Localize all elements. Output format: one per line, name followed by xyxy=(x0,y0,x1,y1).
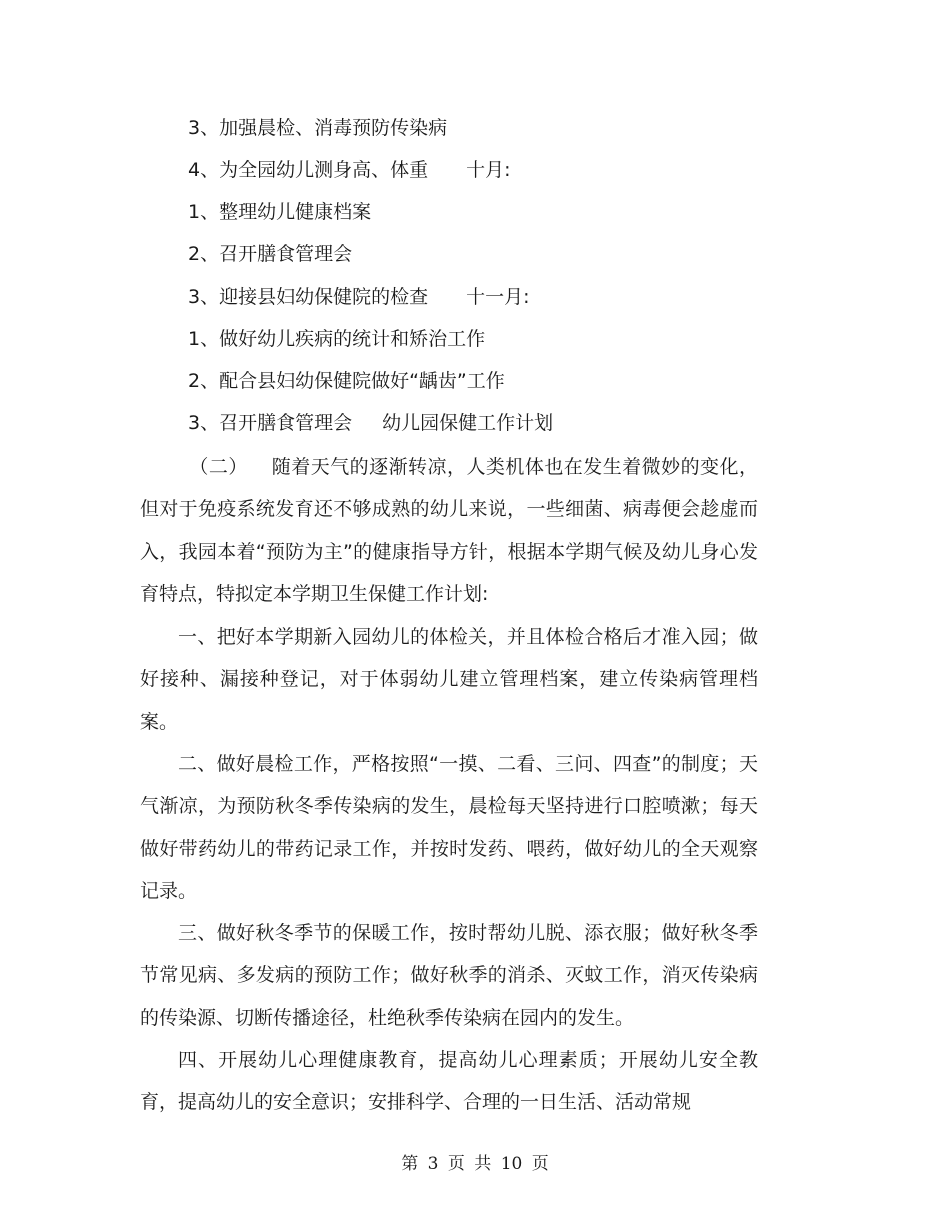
intro-text: 随着天气的逐渐转凉，人类机体也在发生着微妙的变化，但对于免疫系统发育还不够成熟的幼儿来说，一些细菌、病毒便会趁虚而入，我园本着“预防为主”的健康指导方针，根据本学期气候及幼儿身心发育特点，特拟定本学期卫生保健工作计划: xyxy=(140,456,758,606)
body-paragraph: 四、开展幼儿心理健康教育，提高幼儿心理素质；开展幼儿安全教育，提高幼儿的安全意识；安排科学、合理的一日生活、活动常规 xyxy=(140,1049,758,1114)
list-item xyxy=(188,116,447,140)
list-item-text: 1、做好幼儿疾病的统计和矫治工作 xyxy=(188,328,486,350)
body-paragraph: 二、做好晨检工作，严格按照“一摸、二看、三问、四查”的制度；天气渐凉，为预防秋冬季传染病的发生，晨检每天坚持进行口腔喷漱；每天做好带药幼儿的带药记录工作，并按时发药、喂药，做好幼儿的全天观察记录。 xyxy=(140,753,758,903)
list-item-text: 1、整理幼儿健康档案 xyxy=(188,201,372,223)
section-title: 幼儿园保健工作计划 xyxy=(382,412,554,434)
list-item xyxy=(188,411,553,435)
list-item xyxy=(188,158,511,182)
list-item xyxy=(188,327,485,351)
list-item xyxy=(188,200,371,224)
list-item-text: 2、召开膳食管理会 xyxy=(188,243,353,265)
body-paragraph: 一、把好本学期新入园幼儿的体检关，并且体检合格后才准入园；做好接种、漏接种登记，对于体弱幼儿建立管理档案，建立传染病管理档案。 xyxy=(140,626,758,733)
list-item xyxy=(188,242,352,266)
section-number: （二） xyxy=(189,456,248,478)
list-item-text: 4、为全园幼儿测身高、体重 xyxy=(188,159,429,181)
list-item-text: 2、配合县妇幼保健院做好“龋齿”工作 xyxy=(188,370,505,392)
list-item xyxy=(188,285,530,309)
month-heading: 十月: xyxy=(466,159,511,181)
page-footer: 第 3 页 共 10 页 xyxy=(401,1154,549,1174)
body-paragraph: 三、做好秋冬季节的保暖工作，按时帮幼儿脱、添衣服；做好秋冬季节常见病、多发病的预防工作；做好秋季的消杀、灭蚊工作，消灭传染病的传染源、切断传播途径，杜绝秋季传染病在园内的发生。 xyxy=(140,922,758,1029)
list-item-text: 3、加强晨检、消毒预防传染病 xyxy=(188,117,448,139)
month-heading: 十一月: xyxy=(466,286,530,308)
list-item-text: 3、召开膳食管理会 xyxy=(188,412,353,434)
list-item-text: 3、迎接县妇幼保健院的检查 xyxy=(188,286,429,308)
intro-paragraph xyxy=(140,446,758,616)
list-item xyxy=(188,369,505,393)
